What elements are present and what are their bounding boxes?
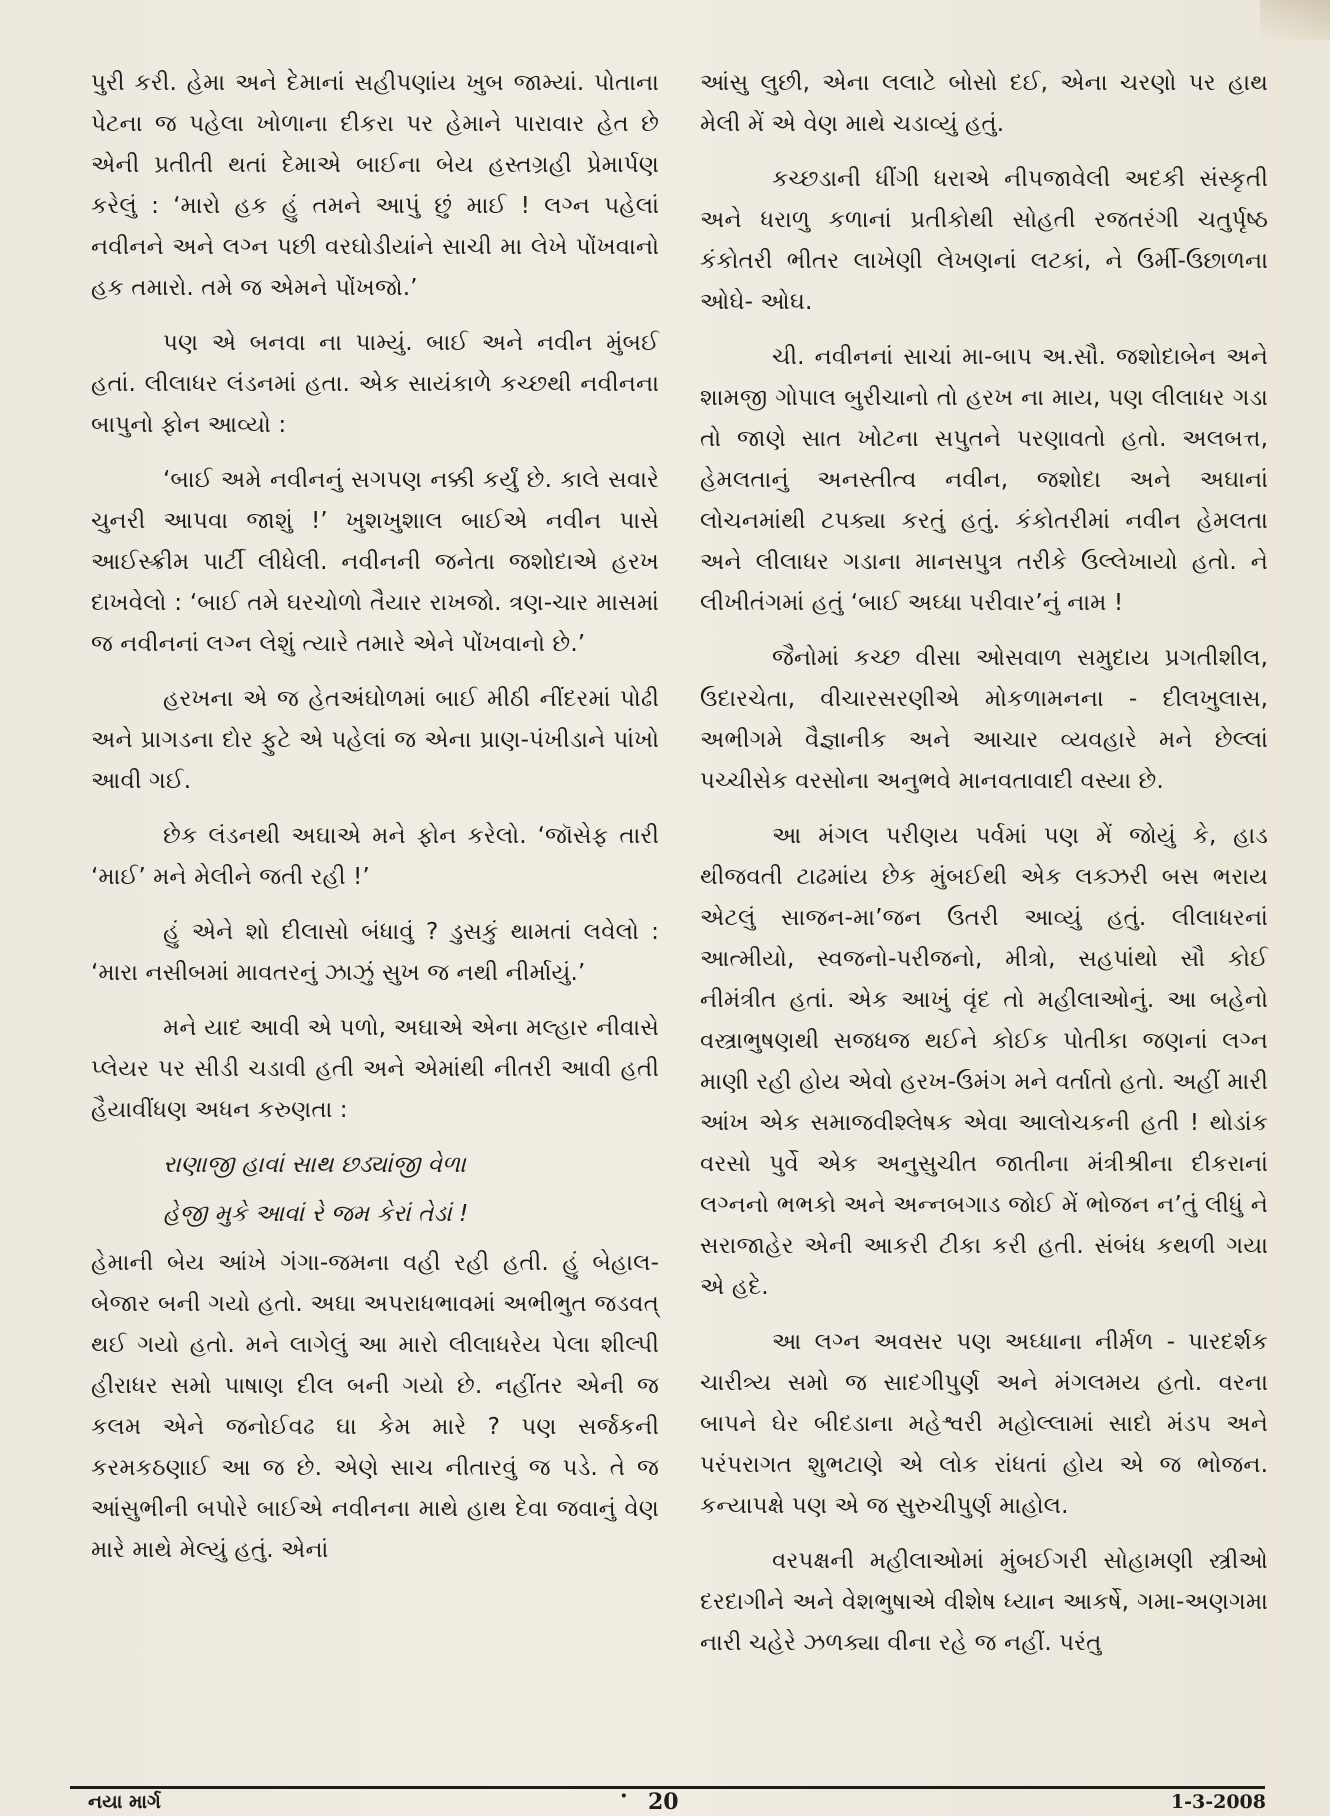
paragraph: હું એને શો દીલાસો બંધાવું ? ડુસકું થામતાં લવેલો : ‘મારા નસીબમાં માવતરનું ઝાઝું સુખ જ નથી નીર્માયું.’ [91, 918, 659, 986]
page-corner-fold [1260, 0, 1330, 40]
paragraph: હરખના એ જ હેતઅંઘોળમાં બાઈ મીઠી નીંદરમાં પોઢી અને પ્રાગડના દોર ફુટે એ પહેલાં જ એના પ્રાણ-પંખીડાને પાંખો આવી ગઈ. [91, 685, 659, 794]
paragraph: ચી. નવીનનાં સાચાં મા-બાપ અ.સૌ. જશોદાબેન અને શામજી ગોપાલ બુરીચાનો તો હરખ ના માય, પણ લીલાધર ગડા તો જાણે સાત ખોટના સપુતને પરણાવતો હતો. અલબત્ત, હેમલતાનું અનસ્તીત્વ નવીન, જશોદા અને અઘાનાં લોચનમાંથી ટપક્યા કરતું હતું. કંકોતરીમાં નવીન હેમલતા અને લીલાધર ગડાના માનસપુત્ર તરીકે ઉલ્લેખાયો હતો. ને લીખીતંગમાં હતું ‘બાઈ અઘ્ધા પરીવાર’નું નામ ! [700, 343, 1268, 616]
paragraph: છેક લંડનથી અઘાએ મને ફોન કરેલો. ‘જૉસેફ તારી ‘માઈ’ મને મેલીને જતી રહી !’ [91, 822, 659, 890]
verse-line: રાણાજી હાવાં સાથ છડ્યાંજી વેળા [163, 1151, 466, 1178]
right-text-column [700, 62, 1268, 1677]
paragraph: આ લગ્ન અવસર પણ અઘ્ધાના નીર્મળ - પારદર્શક ચારીત્ર્ય સમો જ સાદગીપુર્ણ અને મંગલમય હતો. વરના બાપને ઘેર બીદડાના મહેશ્વરી મહોલ્લામાં સાદો મંડપ અને પરંપરાગત શુભટાણે એ લોક રાંધતાં હોય એ જ ભોજન. કન્યાપક્ષે પણ એ જ સુરુચીપુર્ણ માહોલ. [700, 1328, 1268, 1519]
paragraph: આંસુ લુછી, એના લલાટે બોસો દઈ, એના ચરણો પર હાથ મેલી મેં એ વેણ માથે ચડાવ્યું હતું. [700, 69, 1268, 137]
paragraph: પુરી કરી. હેમા અને દેમાનાં સહીપણાંય ખુબ જામ્યાં. પોતાના પેટના જ પહેલા ખોળાના દીકરા પર હેમાને પારાવાર હેત છે એની પ્રતીતી થતાં દેમાએ બાઈના બેય હસ્તગ્રહી પ્રેમાર્પણ કરેલું : ‘મારો હક હું તમને આપું છું માઈ ! લગ્ન પહેલાં નવીનને અને લગ્ન પછી વરઘોડીયાંને સાચી મા લેખે પોંખવાનો હક તમારો. તમે જ એમને પોંખજો.’ [91, 69, 659, 301]
footer-dot: · [620, 1783, 628, 1809]
paragraph: જૈનોમાં કચ્છ વીસા ઓસવાળ સમુદાય પ્રગતીશીલ, ઉદારચેતા, વીચારસરણીએ મોકળામનના - દીલખુલાસ, અભીગમે વૈજ્ઞાનીક અને આચાર વ્યવહારે મને છેલ્લાં પચ્ચીસેક વરસોના અનુભવે માનવતાવાદી વસ્યા છે. [700, 644, 1268, 794]
paragraph: ‘બાઈ અમે નવીનનું સગપણ નક્કી કર્યું છે. કાલે સવારે ચુનરી આપવા જાશું !’ ખુશખુશાલ બાઈએ નવીન પાસે આઈસ્ક્રીમ પાર્ટી લીધેલી. નવીનની જનેતા જશોદાએ હરખ દાખવેલો : ‘બાઈ તમે ઘરચોળો તૈયાર રાખજો. ત્રણ-ચાર માસમાં જ નવીનનાં લગ્ન લેશું ત્યારે તમારે એને પોંખવાનો છે.’ [91, 466, 659, 657]
verse-line: હેજી મુકે આવાં રે જમ કેરાં તેડાં ! [163, 1200, 469, 1227]
page-number: 20 [648, 1789, 679, 1815]
paragraph: આ મંગલ પરીણય પર્વમાં પણ મેં જોયું કે, હાડ થીજવતી ટાઢમાંય છેક મુંબઈથી એક લક્ઝરી બસ ભરાય એટલું સાજન-મા’જન ઉતરી આવ્યું હતું. લીલાધરનાં આત્મીયો, સ્વજનો-પરીજનો, મીત્રો, સહપાંથો સૌ કોઈ નીમંત્રીત હતાં. એક આખું વૃંદ તો મહીલાઓનું. આ બહેનો વસ્ત્રાભુષણથી સજધજ થઈને કોઈક પોતીકા જણનાં લગ્ન માણી રહી હોય એવો હરખ-ઉમંગ મને વર્તાતો હતો. અહીં મારી આંખ એક સમાજવીશ્લેષક એવા આલોચકની હતી ! થોડાંક વરસો પુર્વે એક અનુસુચીત જાતીના મંત્રીશ્રીના દીકરાનાં લગ્નનો ભભકો અને અન્નબગાડ જોઈ મેં ભોજન ન’તું લીધું ને સરાજાહેર એની આકરી ટીકા કરી હતી. સંબંધ કથળી ગયા એ હદે. [700, 822, 1268, 1300]
paragraph: પણ એ બનવા ના પામ્યું. બાઈ અને નવીન મુંબઈ હતાં. લીલાધર લંડનમાં હતા. એક સાયંકાળે કચ્છથી નવીનના બાપુનો ફોન આવ્યો : [91, 329, 659, 438]
issue-date: 1-3-2008 [1170, 1791, 1266, 1813]
paragraph: મને યાદ આવી એ પળો, અઘાએ એના મલ્હાર નીવાસે પ્લેયર પર સીડી ચડાવી હતી અને એમાંથી નીતરી આવી હતી હૈયાવીંધણ અધન કરુણતા : [91, 1014, 659, 1123]
paragraph: કચ્છડાની ધીંગી ધરાએ નીપજાવેલી અદકી સંસ્કૃતી અને ધરાળુ કળાનાં પ્રતીકોથી સોહતી રજતરંગી ચતુર્પૃષ્ઠ કંકોતરી ભીતર લાખેણી લેખણનાં લટકાં, ને ઉર્મી-ઉછાળના ઓઘે- ઓઘ. [700, 165, 1268, 315]
left-text-column [91, 62, 659, 1584]
paragraph: વરપક્ષની મહીલાઓમાં મુંબઈગરી સોહામણી સ્ત્રીઓ દરદાગીને અને વેશભુષાએ વીશેષ ધ્યાન આકર્ષે, ગમા-અણગમા નારી ચહેરે ઝળક્યા વીના રહે જ નહીં. પરંતુ [700, 1547, 1268, 1656]
magazine-name: નયા માર્ગ [88, 1791, 161, 1813]
paragraph: હેમાની બેય આંખે ગંગા-જમના વહી રહી હતી. હું બેહાલ-બેજાર બની ગયો હતો. અઘા અપરાધભાવમાં અભીભુત જડવત્ થઈ ગયો હતો. મને લાગેલું આ મારો લીલાધરેય પેલા શીલ્પી હીરાધર સમો પાષાણ દીલ બની ગયો છે. નહીંતર એની જ કલમ એને જનોઈવઢ ઘા કેમ મારે ? પણ સર્જકની કરમકઠણાઈ આ જ છે. એણે સાચ નીતારવું જ પડે. તે જ આંસુભીની બપોરે બાઈએ નવીનના માથે હાથ દેવા જવાનું વેણ મારે માથે મેલ્યું હતું. એનાં [91, 1249, 659, 1563]
